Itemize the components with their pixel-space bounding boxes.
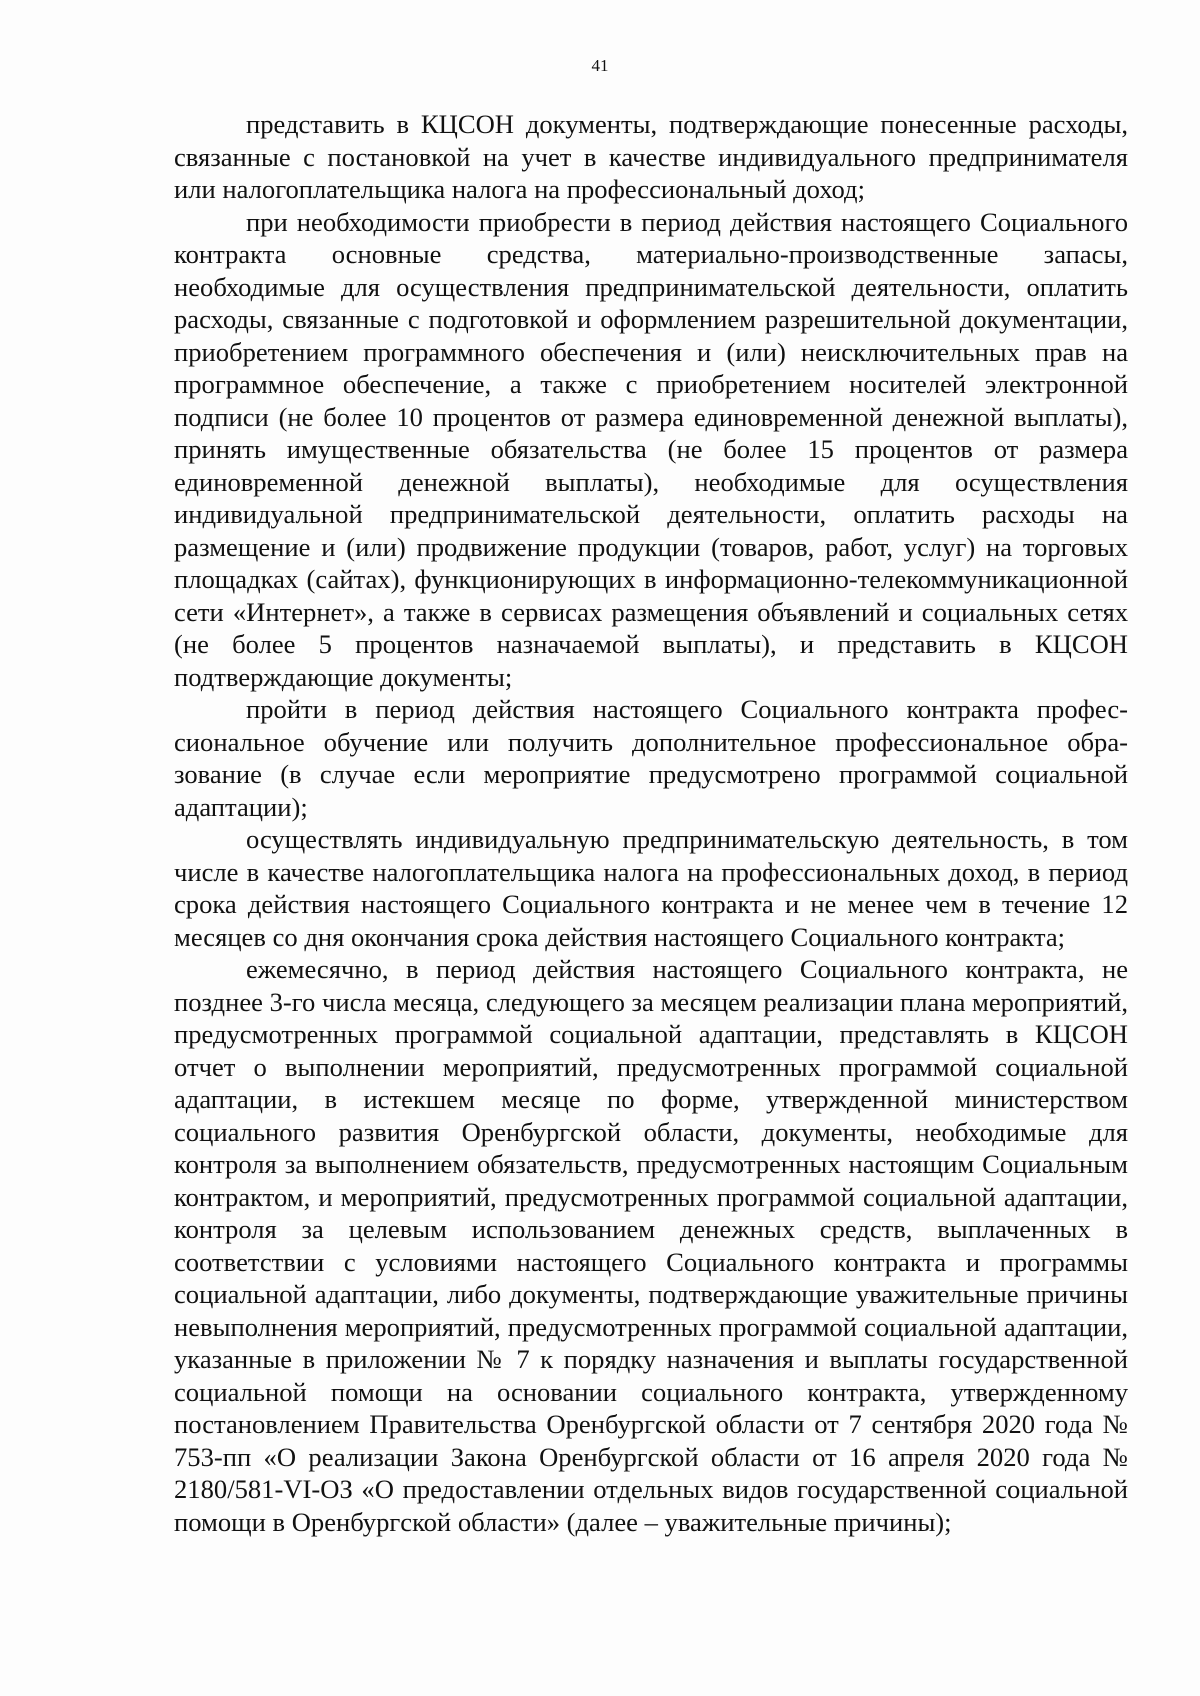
document-body (174, 108, 1128, 1538)
paragraph-acquire-assets: при необходимости приобрести в период действия настоящего Социального контракта основные средства, материально-производственные запасы, необходимые для осуществления предпринимательской деятельности, оплатить расходы, связанные с подготовкой и оформлением разрешительной документации, приобретением программного обеспечения и (или) неисключительных прав на программное обеспечение, а также с приобретением носителей электронной подписи (не более 10 процентов от размера единовременной денежной выплаты), принять имущественные обязательства (не более 15 процентов от размера единовременной денежной выплаты), необходимые для осуществления индивидуальной предпринимательской деятельности, оплатить расходы на размещение и (или) продвижение продукции (товаров, работ, услуг) на торговых площадках (сайтах), функционирующих в информационно-телекоммуникационной сети «Интернет», а также в сервисах размещения объявлений и социальных сетях (не более 5 процентов назначаемой выплаты), и представить в КЦСОН подтверждающие документы; (174, 206, 1128, 692)
paragraph-monthly-report: ежемесячно, в период действия настоящего Социального контракта, не позднее 3-го числа месяца, следующего за месяцем реализации плана мероприятий, предусмотренных программой социальной адаптации, представлять в КЦСОН отчет о выполнении мероприятий, предусмотренных программой социальной адаптации, в истекшем месяце по форме, утвержденной министерством социального развития Оренбургской области, документы, необходимые для контроля за выполнением обязательств, предусмотренных настоящим Социальным контрактом, и мероприятий, предусмотренных программой социальной адаптации, контроля за целевым использованием денежных средств, выплаченных в соответствии с условиями настоящего Социального контракта и программы социальной адаптации, либо документы, подтверждающие уважительные причины невыполнения мероприятий, предусмотренных программой социальной адаптации, указанные в приложении № 7 к порядку назначения и выплаты государственной социальной помощи на основании социального контракта, утвержденному постановлением Правительства Оренбургской области от 7 сентября 2020 года № 753-пп «О реализации Закона Оренбургской области от 16 апреля 2020 года № 2180/581-VI-ОЗ «О предоставлении отдельных видов государственной социальной помощи в Оренбургской области» (далее – уважительные причины); (174, 954, 1128, 1537)
paragraph-business-activity: осуществлять индивидуальную предпринимательскую деятельность, в том числе в качестве налогоплательщика налога на профессиональных доход, в период срока действия настоящего Социального контракта и не менее чем в течение 12 месяцев со дня окончания срока действия настоящего Социального контракта; (174, 824, 1128, 952)
page-number: 41 (591, 56, 609, 75)
paragraph-documents-expenses: представить в КЦСОН документы, подтверждающие понесенные расходы, связанные с постановкой на учет в качестве индивидуального предпринимателя или налогоплательщика налога на профессиональный доход; (174, 109, 1128, 204)
paragraph-professional-training: пройти в период действия настоящего Социального контракта профессиональное обучение или получить дополнительное профессиональное образование (в случае если мероприятие предусмотрено программой социальной адаптации); (174, 694, 1128, 822)
